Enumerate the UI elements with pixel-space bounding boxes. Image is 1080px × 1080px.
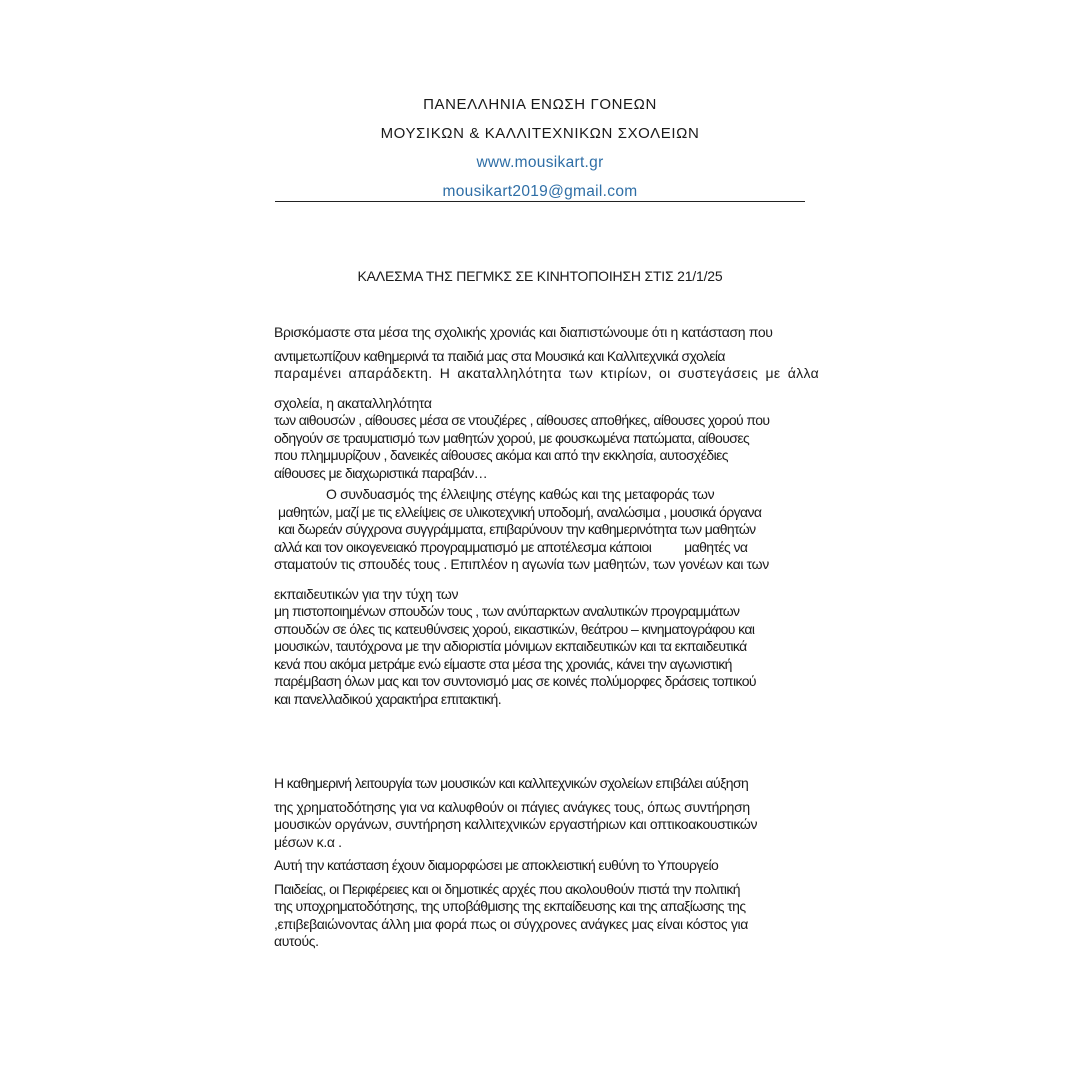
paragraph-3 xyxy=(274,775,819,951)
text-line: σχολεία, η ακαταλληλότητα xyxy=(274,394,432,411)
text-line: μη πιστοποιημένων σπουδών τους , των ανύπαρκτων αναλυτικών προγραμμάτων xyxy=(274,603,740,619)
text-line: της χρηματοδότησης για να καλυφθούν οι πάγιες ανάγκες τους, όπως συντήρηση xyxy=(274,798,750,815)
text-line: σπουδών σε όλες τις κατευθύνσεις χορού, εικαστικών, θεάτρου – κινηματογράφου και xyxy=(274,620,755,637)
text-line: σταματούν τις σπουδές τους . Επιπλέον η αγωνία των μαθητών, των γονέων και των xyxy=(274,556,769,572)
paragraph-1 xyxy=(274,324,819,482)
letterhead xyxy=(270,90,810,206)
text-line: Αυτή την κατάσταση έχουν διαμορφώσει με αποκλειστική ευθύνη το Υπουργείο xyxy=(274,857,719,873)
text-line: μέσων κ.α . xyxy=(274,833,342,850)
text-line: παρέμβαση όλων μας και τον συντονισμό μας σε κοινές πολύμορφες δράσεις τοπικού xyxy=(274,673,756,689)
org-name-line1: ΠΑΝΕΛΛΗΝΙΑ ΕΝΩΣΗ ΓΟΝΕΩΝ xyxy=(423,96,657,113)
text-line: εκπαιδευτικών για την τύχη των xyxy=(274,585,459,602)
email-link[interactable]: mousikart2019@gmail.com xyxy=(442,183,638,200)
text-line: Παιδείας, οι Περιφέρειες και οι δημοτικές αρχές που ακολουθούν πιστά την πολιτική xyxy=(274,880,740,897)
text-line: Ο συνδυασμός της έλλειψης στέγης καθώς και της μεταφοράς των xyxy=(326,486,715,502)
text-line: ,επιβεβαιώνοντας άλλη μια φορά πως οι σύγχρονες ανάγκες μας είναι κόστος για xyxy=(274,915,748,932)
text-line: παραμένει απαράδεκτη. Η ακαταλληλότητα των κτιρίων, οι συστεγάσεις με άλλα xyxy=(274,365,820,381)
text-line: μουσικών, ταυτόχρονα με την αδιοριστία μόνιμων εκπαιδευτικών και τα εκπαιδευτικά xyxy=(274,638,747,654)
text-line: αίθουσες με διαχωριστικά παραβάν… xyxy=(274,464,488,481)
text-line: αυτούς. xyxy=(274,933,319,949)
text-line: κενά που ακόμα μετράμε ενώ είμαστε στα μέσα της χρονιάς, κάνει την αγωνιστική xyxy=(274,655,732,672)
text-line: που πλημμυρίζουν , δανεικές αίθουσες ακόμα και από την εκκλησία, αυτοσχέδιες xyxy=(274,447,728,463)
text-line: και πανελλαδικού χαρακτήρα επιτακτική. xyxy=(274,690,502,707)
text-line: αντιμετωπίζουν καθημερινά τα παιδιά μας στα Μουσικά και Καλλιτεχνικά σχολεία xyxy=(274,347,725,364)
text-line: αλλά και τον οικογενειακό προγραμματισμό με αποτέλεσμα κάποιοι μαθητές να xyxy=(274,538,748,555)
text-line: οδηγούν σε τραυματισμό των μαθητών χορού, με φουσκωμένα πατώματα, αίθουσες xyxy=(274,429,750,446)
text-line: της υποχρηματοδότησης, της υποβάθμισης της εκπαίδευσης και της απαξίωσης της xyxy=(274,898,746,914)
text-line: μουσικών οργάνων, συντήρηση καλλιτεχνικών εργαστήριων και οπτικοακουστικών xyxy=(274,816,758,832)
text-line: και δωρεάν σύγχρονα συγγράμματα, επιβαρύνουν την καθημερινότητα των μαθητών xyxy=(278,521,756,537)
paragraph-2 xyxy=(274,486,819,708)
text-line: Η καθημερινή λειτουργία των μουσικών και καλλιτεχνικών σχολείων επιβάλει αύξηση xyxy=(274,775,749,791)
website-link[interactable]: www.mousikart.gr xyxy=(476,154,604,171)
header-divider xyxy=(275,201,805,202)
org-name-line2: ΜΟΥΣΙΚΩΝ & ΚΑΛΛΙΤΕΧΝΙΚΩΝ ΣΧΟΛΕΙΩΝ xyxy=(380,125,700,142)
document-title: ΚΑΛΕΣΜΑ ΤΗΣ ΠΕΓΜΚΣ ΣΕ ΚΙΝΗΤΟΠΟΙΗΣΗ ΣΤΙΣ 21/1/25 xyxy=(357,268,723,284)
text-line: Βρισκόμαστε στα μέσα της σχολικής χρονιάς και διαπιστώνουμε ότι η κατάσταση που xyxy=(274,324,773,340)
text-line: μαθητών, μαζί με τις ελλείψεις σε υλικοτεχνική υποδομή, αναλώσιμα , μουσικά όργανα xyxy=(278,503,762,520)
text-line: των αιθουσών , αίθουσες μέσα σε ντουζιέρες , αίθουσες αποθήκες, αίθουσες χορού που xyxy=(274,412,770,428)
